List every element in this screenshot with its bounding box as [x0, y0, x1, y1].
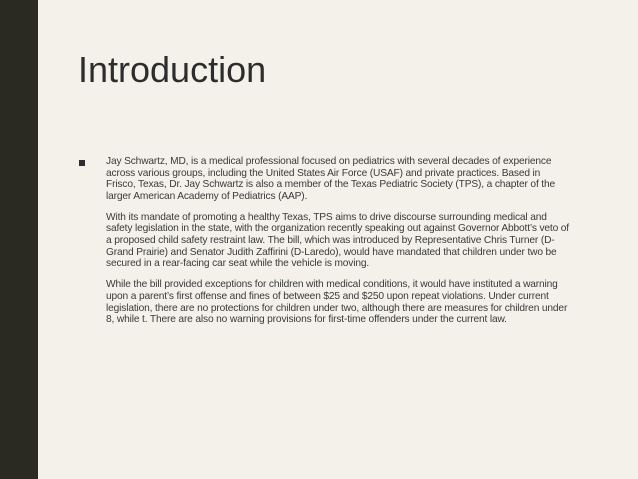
bullet-body	[106, 156, 571, 335]
slide-title: Introduction	[78, 49, 267, 90]
paragraph-provisions: While the bill provided exceptions for children with medical conditions, it would have instituted a warning upon a parent’s first offense and fines of between $25 and $250 upon repeat violations. Under current legislation, there are no protections for children under two, although there are measures for children under 8, while t. There are also no warning provisions for first-time offenders under the current law.	[106, 279, 568, 326]
paragraph-legislation: With its mandate of promoting a healthy Texas, TPS aims to drive discourse surrounding medical and safety legislation in the state, with the organization recently speaking out against Governor Abbott’s veto of a proposed child safety restraint law. The bill, which was introduced by Representative Chris Turner (D-Grand Prairie) and Senator Judith Zaffirini (D-Laredo), would have mandated that children under two be secured in a rear-facing car seat while the vehicle is moving.	[106, 211, 569, 270]
left-accent-bar	[0, 0, 38, 479]
square-bullet-icon	[79, 160, 85, 166]
paragraph-intro: Jay Schwartz, MD, is a medical professional focused on pediatrics with several decades of experience across various groups, including the United States Air Force (USAF) and private practices. Based in Frisco, Texas, Dr. Jay Schwartz is also a member of the Texas Pediatric Society (TPS), a chapter of the larger American Academy of Pediatrics (AAP).	[106, 156, 556, 202]
